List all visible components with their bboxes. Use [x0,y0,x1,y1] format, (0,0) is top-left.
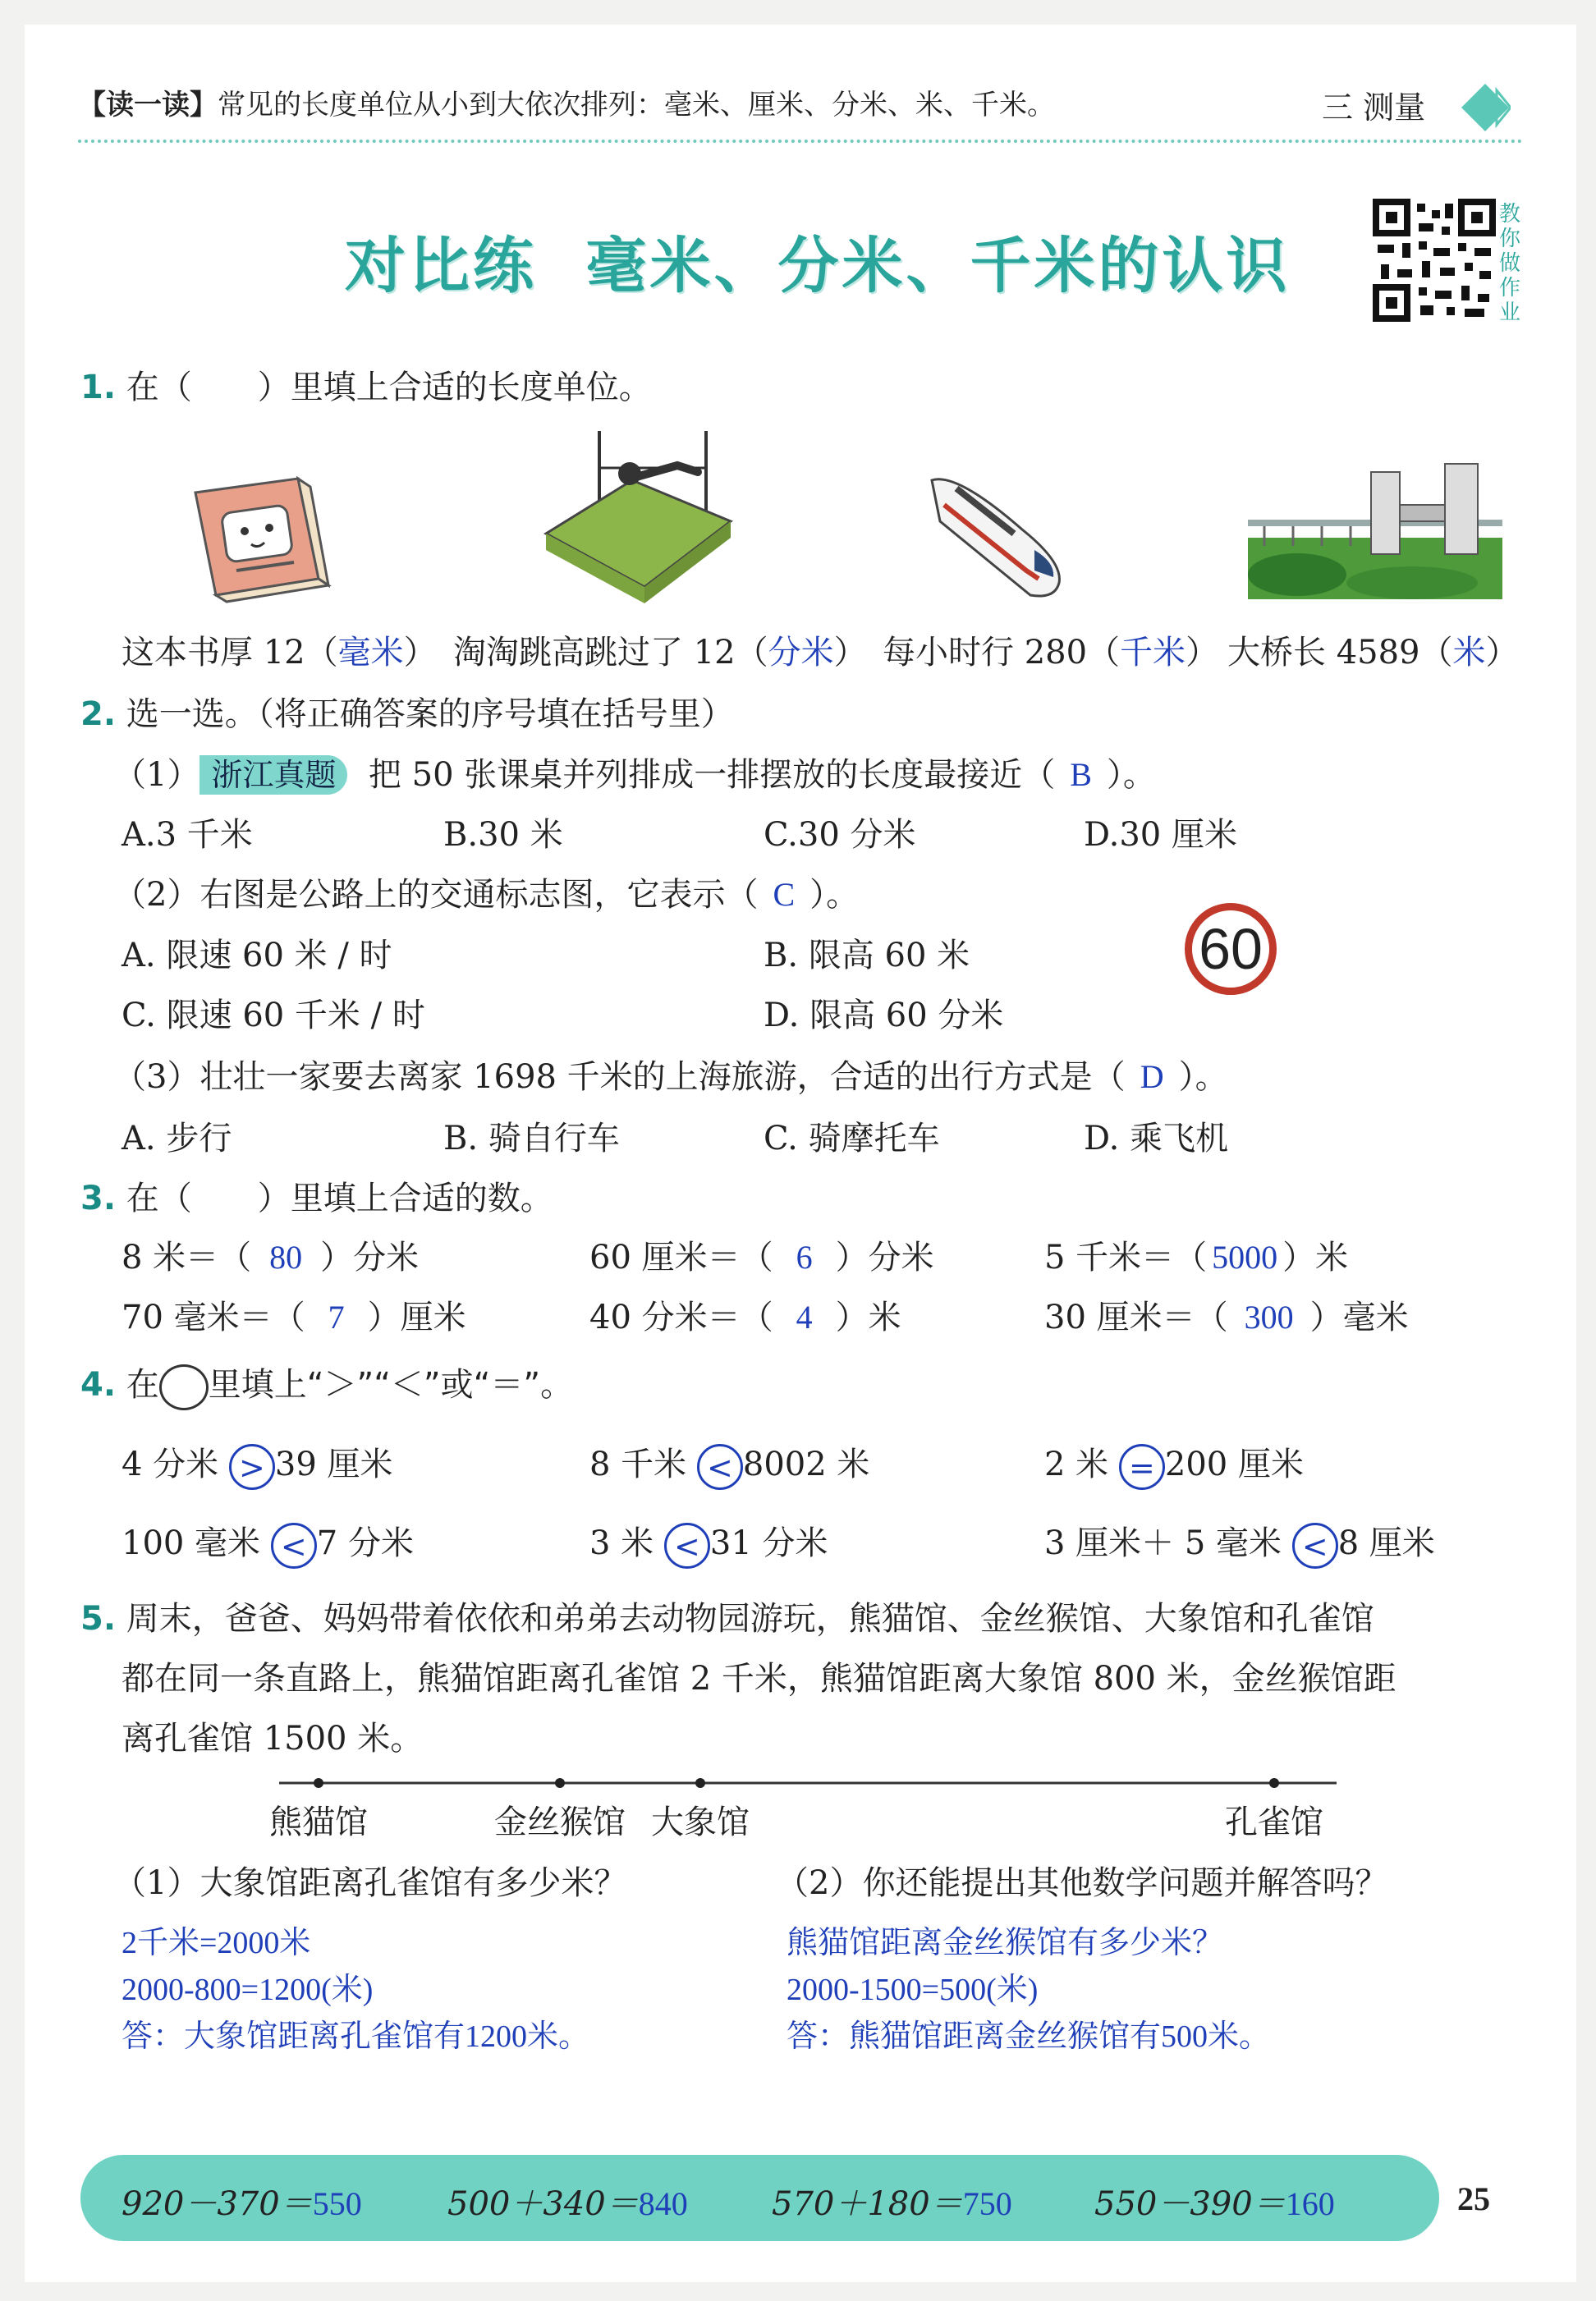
speed-limit-sign: 60 [1185,903,1277,995]
q2-part3-option-c: C. 骑摩托车 [764,1120,940,1157]
q4-item-3-left: 2 米 [1044,1446,1109,1483]
q3-item-1-answer[interactable]: 80 [269,1239,303,1276]
q3-item-5-post: ）米 [835,1299,901,1336]
blank-circle-icon [159,1364,209,1410]
q2-part2 [113,869,859,915]
q3-item-2 [589,1231,934,1278]
q3-item-1-post: ）分米 [320,1239,420,1277]
q2-prompt [80,688,734,735]
q2-text: 选一选。（将正确答案的序号填在括号里） [126,695,734,733]
q4-item-1-left: 4 分米 [122,1446,219,1483]
q2-part3-end: ）。 [1178,1058,1228,1096]
q4-item-5 [589,1517,828,1569]
q1-item-1-answer[interactable]: 毫米 [337,634,404,671]
q2-part2-answer[interactable]: C [773,876,796,913]
q1-item-2-answer[interactable]: 分米 [768,634,834,671]
q1-item-1-post: ） [403,634,437,672]
q2-part1 [113,749,1156,795]
q4-item-2 [589,1438,869,1490]
q4-item-1-answer[interactable]: > [229,1444,275,1490]
q1-item-4 [1227,626,1519,673]
q4-item-3-right: 200 厘米 [1164,1446,1304,1483]
elephant-hall-label: 大象馆 [651,1804,750,1841]
oral-item-1-expr: 920－370＝ [122,2185,313,2223]
oral-item-3-expr: 570＋180＝ [772,2185,963,2223]
q2-part1-option-d: D.30 厘米 [1084,816,1237,854]
q5-sub2-answer-3[interactable]: 答：熊猫馆距离金丝猴馆有500米。 [787,2019,1271,2054]
q4-item-3 [1044,1438,1304,1490]
oral-item-2-answer[interactable]: 840 [638,2185,688,2222]
panda-point [314,1778,323,1788]
q3-number: 3. [80,1180,117,1217]
oral-item-4 [1094,2178,1335,2225]
q5-line-2: 都在同一条直路上，熊猫馆距离孔雀馆 2 千米，熊猫馆距离大象馆 800 米，金丝猴馆距 [122,1660,1396,1698]
q4-number: 4. [80,1366,117,1404]
q4-item-4-left: 100 毫米 [122,1524,261,1562]
q3-item-5 [589,1291,901,1338]
panda-hall-label: 熊猫馆 [269,1804,368,1841]
q3-prompt [80,1172,553,1219]
q1-item-1 [122,626,437,673]
q1-item-2-post: ） [833,634,867,672]
q4-prompt-post: 里填上“＞”“＜”或“＝”。 [208,1366,574,1404]
q3-item-4-pre: 70 毫米＝（ [122,1299,305,1336]
oral-item-2-expr: 500＋340＝ [447,2185,639,2223]
book-icon [187,472,335,607]
oral-item-1-answer[interactable]: 550 [312,2185,362,2222]
q3-item-6-pre: 30 厘米＝（ [1044,1299,1228,1336]
q3-item-3-post: ）米 [1282,1239,1349,1277]
q2-part3-label: （3） [113,1058,200,1096]
q1-prompt [80,361,652,408]
q5-sub1-answer-3[interactable]: 答：大象馆距离孔雀馆有1200米。 [122,2019,590,2054]
q2-part2-option-a: A. 限速 60 米 / 时 [122,937,392,974]
train-icon [924,472,1070,603]
q5-sub2-answer-1[interactable]: 熊猫馆距离金丝猴馆有多少米？ [787,1926,1224,1960]
q4-item-3-answer[interactable]: = [1119,1444,1165,1490]
q1-item-4-answer[interactable]: 米 [1452,634,1486,671]
q3-item-3-pre: 5 千米＝（ [1044,1239,1208,1277]
page-number: 25 [1457,2180,1490,2217]
q3-item-3 [1044,1231,1348,1278]
q3-item-4 [122,1291,466,1338]
read-text: 常见的长度单位从小到大依次排列：毫米、厘米、分米、米、千米。 [218,89,1055,121]
q3-item-2-post: ）分米 [835,1239,934,1277]
q2-part3-option-b: B. 骑自行车 [443,1120,620,1157]
q4-item-4 [122,1517,414,1569]
q3-item-5-answer[interactable]: 4 [796,1299,813,1336]
q2-part2-option-c: C. 限速 60 千米 / 时 [122,997,425,1034]
q4-item-5-right: 31 分米 [709,1524,828,1562]
oral-item-4-expr: 550－390＝ [1094,2185,1286,2223]
zhejiang-tag: 浙江真题 [200,755,347,795]
q5-sub1-answer-2[interactable]: 2000-800=1200(米) [122,1973,374,2007]
q3-item-2-answer[interactable]: 6 [796,1239,813,1276]
q1-item-4-pre: 大桥长 4589（ [1227,634,1453,672]
q1-item-3-post: ） [1186,634,1219,672]
peacock-hall-label: 孔雀馆 [1225,1804,1323,1841]
header-divider [78,140,1523,143]
qr-label: 教你做作业 [1499,202,1521,325]
read-label: 【读一读】 [78,89,218,121]
q1-text: 在（ ）里填上合适的长度单位。 [126,369,652,406]
oral-item-1 [122,2178,362,2225]
q2-part3-option-a: A. 步行 [122,1120,232,1157]
oral-item-2 [447,2178,688,2225]
q4-item-4-answer[interactable]: < [271,1523,317,1569]
q5-sub2-question: （2）你还能提出其他数学问题并解答吗？ [776,1864,1388,1902]
title-prefix: 对比练 [345,231,537,301]
q1-item-2 [453,626,867,673]
q2-part2-label: （2） [113,876,200,914]
q2-part1-end: ）。 [1106,756,1156,794]
q4-item-2-answer[interactable]: < [697,1444,743,1490]
q2-part1-answer[interactable]: B [1070,756,1092,793]
peacock-point [1269,1778,1279,1788]
q2-part2-text: 右图是公路上的交通标志图，它表示（ [200,876,759,914]
q2-number: 2. [80,695,117,733]
q1-number: 1. [80,369,117,406]
page-title [345,218,1291,305]
q5-sub1-question: （1）大象馆距离孔雀馆有多少米？ [113,1864,627,1902]
q2-part3 [113,1051,1228,1098]
q2-part1-option-b: B.30 米 [443,816,563,854]
oral-item-3-answer[interactable]: 750 [962,2185,1012,2222]
q4-item-4-right: 7 分米 [316,1524,414,1562]
q2-part2-option-b: B. 限高 60 米 [764,937,970,974]
q3-item-3-answer[interactable]: 5000 [1212,1239,1278,1276]
q3-item-4-answer[interactable]: 7 [328,1299,345,1336]
q3-item-4-post: ）厘米 [367,1299,466,1336]
read-tip [78,82,1055,122]
q4-item-1-right: 39 厘米 [274,1446,393,1483]
road-diagram [271,1765,1346,1798]
q5-number: 5. [80,1600,117,1638]
q2-part2-option-d: D. 限高 60 分米 [764,997,1004,1034]
q3-item-2-pre: 60 厘米＝（ [589,1239,773,1277]
q4-item-2-left: 8 千米 [589,1446,687,1483]
q3-text: 在（ ）里填上合适的数。 [126,1180,553,1217]
q4-prompt-pre: 在 [126,1366,159,1404]
q3-item-1 [122,1231,419,1278]
q1-item-1-pre: 这本书厚 12（ [122,634,338,672]
monkey-point [555,1778,565,1788]
q1-item-3-pre: 每小时行 280（ [883,634,1121,672]
q4-item-5-answer[interactable]: < [664,1523,710,1569]
q2-part1-option-a: A.3 千米 [122,816,253,854]
q4-item-2-right: 8002 米 [742,1446,870,1483]
q2-part1-label: （1） [113,756,200,794]
q1-item-3-answer[interactable]: 千米 [1120,634,1186,671]
q4-item-5-left: 3 米 [589,1524,654,1562]
q5-text-1: 周末，爸爸、妈妈带着依依和弟弟去动物园游玩，熊猫馆、金丝猴馆、大象馆和孔雀馆 [126,1600,1374,1638]
oral-item-4-answer[interactable]: 160 [1285,2185,1335,2222]
q5-sub1-answer-1[interactable]: 2千米=2000米 [122,1926,311,1960]
q3-item-5-pre: 40 分米＝（ [589,1299,773,1336]
q1-item-4-post: ） [1485,634,1519,672]
q1-item-3 [883,626,1218,673]
q2-part3-answer[interactable]: D [1140,1058,1164,1095]
q5-line-1 [80,1593,1374,1639]
q3-item-6-post: ）毫米 [1309,1299,1409,1336]
bridge-icon [1248,456,1502,599]
q2-part3-text: 壮壮一家要去离家 1698 千米的上海旅游，合适的出行方式是（ [200,1058,1126,1096]
title-text: 毫米、分米、千米的认识 [585,231,1291,301]
q2-part1-text: 把 50 张课桌并列排成一排摆放的长度最接近（ [368,756,1056,794]
q2-part3-option-d: D. 乘飞机 [1084,1120,1229,1157]
q2-part2-end: ）。 [809,876,860,914]
q1-item-2-pre: 淘淘跳高跳过了 12（ [453,634,768,672]
diamond-icon [1460,82,1511,133]
q4-item-1 [122,1438,393,1490]
q4-item-6-left: 3 厘米＋ 5 毫米 [1044,1524,1282,1562]
q2-part1-option-c: C.30 分米 [764,816,916,854]
q4-item-6 [1044,1517,1435,1569]
q4-item-6-answer[interactable]: < [1292,1523,1338,1569]
q4-prompt [80,1359,573,1410]
unit-label: 三 测量 [1322,89,1426,126]
qr-code-icon[interactable] [1373,199,1496,322]
q5-sub2-answer-2[interactable]: 2000-1500=500(米) [787,1973,1039,2007]
oral-item-3 [772,2178,1012,2225]
q5-line-3: 离孔雀馆 1500 米。 [122,1720,424,1758]
high-jump-icon [538,423,739,607]
q3-item-6 [1044,1291,1409,1338]
q4-item-6-right: 8 厘米 [1337,1524,1435,1562]
q3-item-1-pre: 8 米＝（ [122,1239,252,1277]
elephant-point [695,1778,705,1788]
q3-item-6-answer[interactable]: 300 [1244,1299,1294,1336]
monkey-hall-label: 金丝猴馆 [494,1804,626,1841]
